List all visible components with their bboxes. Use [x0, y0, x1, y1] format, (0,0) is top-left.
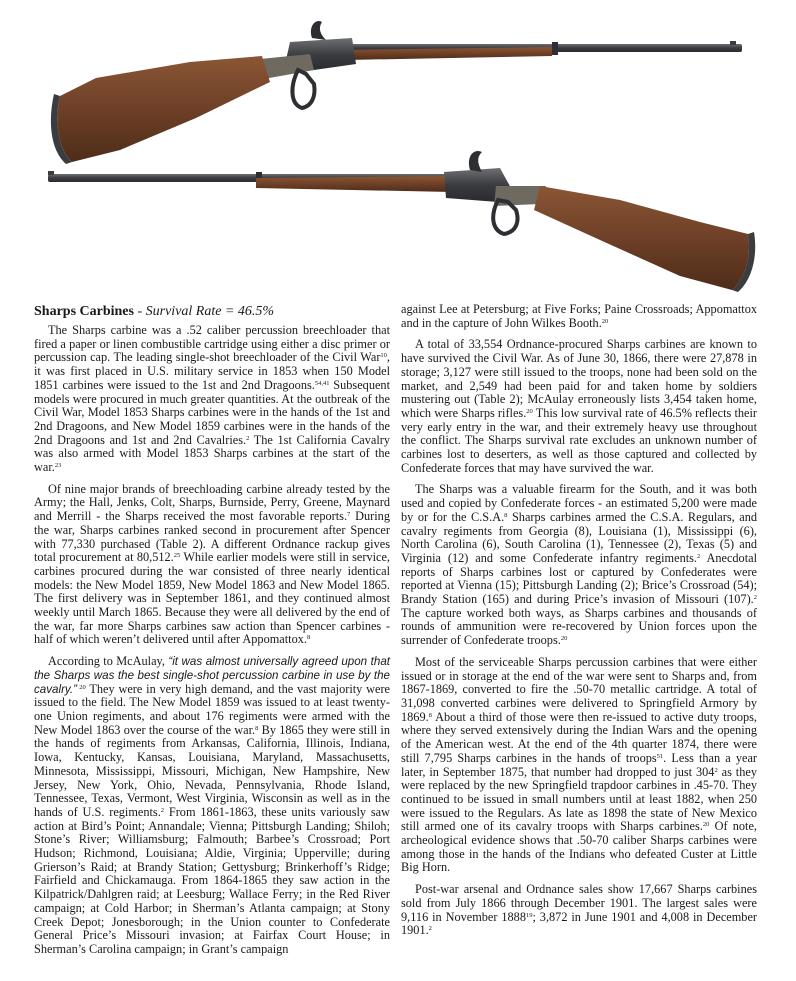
paragraph-continued — [401, 303, 757, 330]
footnote-ref: 20 — [560, 635, 568, 643]
footnote-ref: 51 — [656, 752, 664, 760]
section-title: Sharps Carbines — [34, 304, 134, 319]
footnote-ref: 23 — [54, 462, 62, 470]
text-run: Anecdotal reports of Sharps carbines lost or captured by Confederates were reported at Vienna (15); Pittsburgh Landing (2); Brice’s Crossroad (54); Brandy Station (165) and during Price’s invasion of Missouri (107). — [401, 550, 757, 607]
text-run: The Sharps carbine was a .52 caliber percussion breechloader that fired a paper or linen combustible cartridge using either a disc primer or percussion cap. The leading single-shot breechloader of the Civil War — [34, 323, 390, 365]
text-run: as they were replaced by the new Springfield trapdoor carbines in .45-70. They continued to be issued in small numbers until at least 1882, when 250 were issued to the Regulars. As late as 1898 the state of New Mexico still armed one of its cavalry troops with Sharps carbines. — [401, 764, 757, 834]
text-run: From 1861-1863, these units variously saw action at Bird’s Point; Annandale; Vienna; Pittsburgh Landing; Shiloh; Stone’s River; Williamsburg; Falmouth; Barbee’s Crossroad; Port Hudson; Richmond, Louisiana; Aldie, Virginia; Upperville; during Grierson’s Raid; at Brandy Station; Gettysburg; Brinkerhoff’s Ridge; Fairfield and Chickamauga. From 1864-1865 they saw action in the Kilpatrick/Dahlgren raid; at Leesburg; Wallace Ferry; in the Red River campaign; at Cold Harbor; in Sherman’s Atlanta campaign; at Stony Creek Depot; Jonesborough; in the Union counter to Confederate General Price’s Missouri invasion; at Fairfax Court House; in Sherman’s Carolina campaign; in Grant’s campaign — [34, 804, 390, 956]
footnote-ref: 2 — [714, 766, 718, 774]
text-run: The 1st California Cavalry was also armed with Model 1853 Sharps carbines at the start of the war. — [34, 432, 390, 475]
footnote-ref: 2 — [246, 434, 250, 442]
text-run: The capture worked both ways, as Sharps carbines and thousands of rounds of ammunition were re-recovered by Union forces upon the surrender of Confederate troops. — [401, 605, 757, 648]
paragraph — [401, 883, 757, 938]
sharps-carbine-bottom-icon — [48, 151, 755, 292]
text-run: , it was first placed in U.S. military service in 1853 when 150 Model 1851 carbines were issued to the 1st and 2nd Dragoons. — [34, 350, 390, 392]
footnote-ref: 8 — [255, 724, 259, 732]
footnote-ref: 10 — [380, 352, 387, 360]
footnote-ref: 2 — [697, 552, 701, 560]
carbine-photographs — [0, 0, 796, 300]
text-run: Sharps carbines armed the C.S.A. Regulars, and cavalry regiments from Georgia (8), Louisiana (1), Mississippi (6), North Carolina (6), South Carolina (1), Tennessee (2), Texas (5) and Virginia (12) and some Confederate infantry regiments. — [401, 509, 757, 565]
text-run: Post-war arsenal and Ordnance sales show 17,667 Sharps carbines sold from July 1866 through December 1901. The largest sales were 9,116 in November 1888 — [401, 882, 757, 924]
text-run: ; 3,872 in June 1901 and 4,008 in December 1901. — [401, 909, 757, 938]
text-run: They were in very high demand, and the vast majority were issued to the field. The New Model 1859 was issued to at least twenty-one Union regiments, and about 176 regiments were armed with the New Model 1863 over the course of the war. — [34, 681, 391, 737]
section-heading — [34, 303, 390, 320]
footnote-ref: 25 — [173, 552, 181, 560]
section-heading-dash: - — [133, 304, 146, 319]
survival-rate: Survival Rate = 46.5% — [145, 304, 275, 319]
text-run: . Less than a year later, in September 1875, that number had dropped to just 304 — [401, 750, 757, 779]
text-run: About a third of those were then re-issued to active duty troops, where they served extensively during the Indian Wars and the opening of the American west. At the end of the 4th quarter 1874, there were still 7,795 Sharps carbines in the hands of troops — [401, 709, 757, 765]
text-run: The Sharps was a valuable firearm for the South, and it was both used and copied by Confederate forces - an estimated 5,200 were made by or for the C.S.A. — [401, 482, 757, 524]
footnote-ref: 20 — [601, 317, 609, 325]
footnote-ref: 7 — [347, 511, 351, 519]
footnote-ref: 8 — [428, 711, 432, 719]
paragraph — [34, 655, 390, 956]
text-run: Subsequent models were procured in much greater quantities. At the outbreak of the Civil War, Model 1853 Sharps carbines were in the hands of the 1st and 2nd Dragoons, and New Model 1859 carbines were in the hands of the 2nd Dragoons and 1st and 2nd Cavalries. — [34, 377, 390, 447]
text-run: Of nine major brands of breechloading carbine already tested by the Army; the Hall, Jenks, Colt, Sharps, Burnside, Perry, Greene, Maynard and Merrill - the Sharps received the most favorable reports. — [34, 481, 390, 524]
footnote-ref: 2 — [160, 806, 165, 814]
text-run: This low survival rate of 46.5% reflects their very early entry in the war, and their extremely heavy use throughout the conflict. The Sharps survival rate excludes an unknown number of carbines lost to deserters, as well as those captured and collected by Confederate forces that may have survived the war. — [401, 405, 757, 475]
text-run: According to McAulay, — [48, 654, 169, 669]
sharps-carbine-top-icon — [51, 21, 742, 164]
text-run: By 1865 they were still in the hands of regiments from Arkansas, California, Illinois, Indiana, Iowa, Kentucky, Kansas, Louisiana, Maryland, Massachusetts, Minnesota, Mississippi, Missouri, Michigan, New Hampshire, New Jersey, New York, Ohio, Nevada, Pennsylvania, Rhode Island, Tennessee, Texas, Vermont, West Virginia, Wisconsin as well as in the hands of U.S. regiments. — [34, 722, 391, 819]
text-run: Most of the serviceable Sharps percussion carbines that were either issued or in storage at the end of the war were sent to Sharps and, from 1867-1869, converted to fire the .50-70 metallic cartridge. A total of 31,098 converted carbines were delivered to Springfield Armory by 1869. — [401, 654, 757, 724]
text-run: During the war, Sharps carbines ranked second in procurement after Spencer with 77,330 purchased (Table 2). A different Ordnance rackup gives total procurement at 80,512. — [34, 509, 390, 565]
paragraph — [34, 324, 390, 475]
footnote-ref: 54,41 — [314, 379, 330, 387]
footnote-ref: 20 — [526, 407, 533, 415]
footnote-ref: 8 — [306, 634, 311, 642]
paragraph — [401, 656, 757, 875]
paragraph — [401, 338, 757, 475]
text-run: against Lee at Petersburg; at Five Forks; Paine Crossroads; Appomattox and in the capture of John Wilkes Booth. — [401, 302, 757, 330]
footnote-ref: 2 — [428, 925, 432, 933]
text-run: A total of 33,554 Ordnance-procured Sharps carbines are known to have survived the Civil War. As of June 30, 1866, there were 27,878 in storage; 3,127 were still issued to the troops, none had been sold on the market, and 2,549 had been paid for and taken home by soldiers mustering out (Table 2); McAulay erroneously lists 3,454 taken home, which were Sharps rifles. — [401, 337, 757, 420]
footnote-ref: 20 — [702, 821, 710, 829]
footnote-ref: 2 — [753, 594, 757, 602]
text-run: While earlier models were still in service, carbines procured during the war consisted of three nearly identical models: the New Model 1859, New Model 1863 and New Model 1865. The first delivery was in September 1861, and they continued almost weekly until March 1865. Because they were all delivered by the end of the war, far more Sharps carbines saw action than Spencer carbines - half of which weren’t delivered until after Appomattox. — [34, 550, 390, 647]
article-column-left — [34, 303, 390, 965]
footnote-ref: 19 — [525, 911, 533, 919]
paragraph — [401, 483, 757, 647]
footnote-ref: 8 — [504, 511, 508, 519]
paragraph — [34, 483, 390, 647]
article-column-right — [401, 303, 757, 946]
quotation: “it was almost universally agreed upon that the Sharps was the best single-shot percussion carbine in use by the cavalry.” — [34, 655, 390, 696]
text-run: Of note, archeological evidence shows that .50-70 caliber Sharps carbines were among those in the hands of the Indians who defeated Custer at Little Big Horn. — [401, 819, 757, 875]
footnote-ref: 20 — [76, 683, 86, 691]
